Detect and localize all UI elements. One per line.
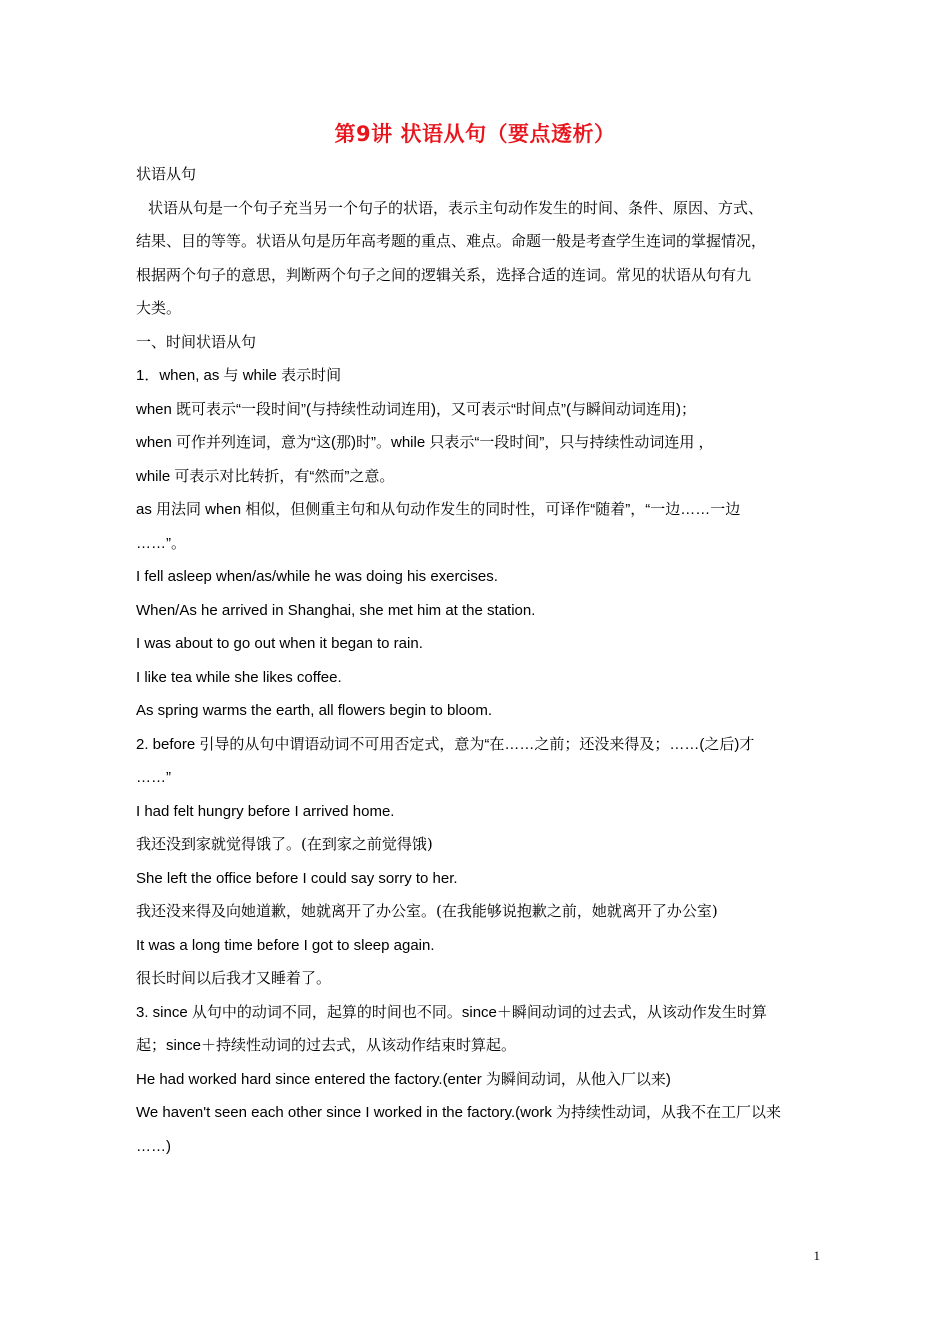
subsection-heading: 一、时间状语从句	[136, 332, 257, 351]
example-sentence: I like tea while she likes coffee.	[136, 668, 342, 686]
point-heading: 2. before 引导的从句中谓语动词不可用否定式，意为“在……之前；还没来得及；……(之后)才	[136, 735, 755, 753]
example-translation: 我还没来得及向她道歉，她就离开了办公室。(在我能够说抱歉之前，她就离开了办公室)	[136, 902, 718, 920]
page-number: 1	[813, 1248, 820, 1263]
example-sentence: As spring warms the earth, all flowers begin to bloom.	[136, 702, 492, 719]
example-sentence: I fell asleep when/as/while he was doing his exercises.	[136, 568, 498, 585]
example-sentence: She left the office before I could say sorry to her.	[136, 869, 458, 887]
example-translation: 很长时间以后我才又睡着了。	[136, 969, 332, 987]
paragraph-line: ……”。	[136, 534, 186, 552]
paragraph-line: 根据两个句子的意思，判断两个句子之间的逻辑关系，选择合适的连词。常见的状语从句有九	[136, 265, 752, 284]
example-sentence: I was about to go out when it began to rain.	[136, 635, 423, 652]
paragraph-line: 大类。	[136, 299, 182, 317]
paragraph-line: when 可作并列连词，意为“这(那)时”。while 只表示“一段时间”，只与持续性动词连用 ，	[136, 434, 714, 451]
example-sentence: I had felt hungry before I arrived home.	[136, 802, 395, 820]
page-title: 第9讲 状语从句（要点透析）	[334, 122, 616, 146]
example-sentence: He had worked hard since entered the factory.(enter 为瞬间动词，从他入厂以来)	[136, 1070, 671, 1088]
document-body	[136, 158, 818, 1163]
point-heading: 1．when, as 与 while 表示时间	[136, 367, 342, 384]
paragraph-line: ……)	[136, 1137, 171, 1155]
example-translation: 我还没到家就觉得饿了。(在到家之前觉得饿)	[136, 835, 433, 853]
example-sentence: It was a long time before I got to sleep again.	[136, 936, 435, 954]
paragraph-line: while 可表示对比转折，有“然而”之意。	[136, 467, 395, 485]
paragraph-line: 起；since＋持续性动词的过去式，从该动作结束时算起。	[136, 1037, 517, 1054]
paragraph-line: 结果、目的等等。状语从句是历年高考题的重点、难点。命题一般是考查学生连词的掌握情况，	[136, 232, 767, 250]
point-heading: 3. since 从句中的动词不同，起算的时间也不同。since＋瞬间动词的过去式，从该动作发生时算	[136, 1003, 767, 1021]
paragraph-line: 状语从句是一个句子充当另一个句子的状语，表示主句动作发生的时间、条件、原因、方式、	[148, 198, 764, 217]
paragraph-line: when 既可表示“一段时间”(与持续性动词连用)，又可表示“时间点”(与瞬间动词连用)；	[136, 400, 696, 418]
example-sentence: We haven't seen each other since I worked in the factory.(work 为持续性动词，从我不在工厂以来	[136, 1104, 782, 1121]
paragraph-line: ……”	[136, 769, 171, 786]
paragraph-line: as 用法同 when 相似，但侧重主句和从句动作发生的同时性，可译作“随着”，“一边……一边	[136, 501, 741, 518]
section-heading: 状语从句	[136, 165, 197, 183]
example-sentence: When/As he arrived in Shanghai, she met him at the station.	[136, 601, 536, 619]
